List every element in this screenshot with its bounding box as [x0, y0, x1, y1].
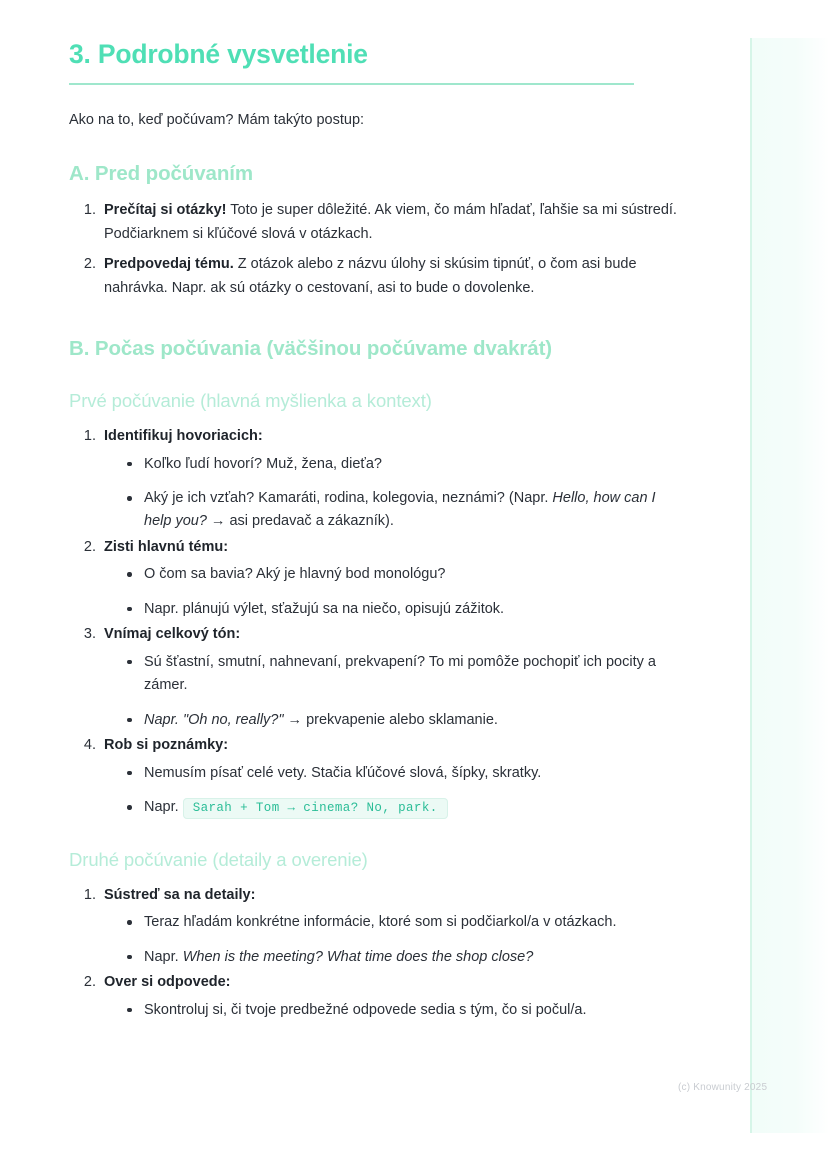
bullet-text: Napr.: [144, 948, 183, 965]
bullet-text: Teraz hľadám konkrétne informácie, ktoré som si podčiarkol/a v otázkach.: [144, 914, 617, 931]
copyright-footer: (c) Knowunity 2025: [678, 1082, 768, 1093]
bullet-text: Napr.: [144, 799, 183, 816]
sub-bullet-list: [104, 453, 678, 534]
section-a-step-list: [69, 199, 678, 300]
sub-bullet-list: [104, 762, 678, 820]
step-lead: Identifikuj hovoriacich:: [104, 428, 263, 445]
sub-bullet-list: [104, 911, 678, 969]
list-item: [125, 796, 678, 819]
step-lead: Predpovedaj tému.: [104, 256, 234, 273]
step-lead: Over si odpovede:: [104, 974, 231, 991]
step-text: Toto je super dôležité. Ak viem, čo mám hľadať, ľahšie sa mi sústredí. Podčiarknem si kľúčové slová v otázkach.: [104, 202, 677, 242]
section-heading-a: A. Pred počúvaním: [69, 162, 253, 186]
list-item: [100, 425, 678, 534]
list-item: [100, 199, 678, 246]
sub-bullet-list: [104, 999, 678, 1022]
bullet-text-post: → asi predavač a zákazník).: [206, 513, 394, 530]
step-lead: Prečítaj si otázky!: [104, 202, 227, 219]
list-item: [125, 999, 678, 1022]
bullet-text-post: → prekvapenie alebo sklamanie.: [283, 711, 498, 728]
list-item: [125, 709, 678, 732]
first-listen-step-list: [69, 425, 678, 820]
bullet-italic-example: Hello, how can I help you?: [144, 490, 656, 530]
subsection-heading-second-listen: Druhé počúvanie (detaily a overenie): [69, 848, 368, 870]
bullet-italic-example: When is the meeting? What time does the shop close?: [182, 948, 534, 965]
list-item: [100, 734, 678, 819]
subsection-heading-first-listen: Prvé počúvanie (hlavná myšlienka a kontext): [69, 390, 432, 412]
step-text: Z otázok alebo z názvu úlohy si skúsim tipnúť, o čom asi bude nahrávka. Napr. ak sú otázky o cestovaní, asi to bude o dovolenke.: [104, 256, 637, 296]
bullet-text: Nemusím písať celé vety. Stačia kľúčové slová, šípky, skratky.: [144, 764, 542, 781]
list-item: [125, 563, 678, 586]
list-item: [125, 598, 678, 621]
step-lead: Rob si poznámky:: [104, 737, 229, 754]
sub-bullet-list: [104, 651, 678, 732]
list-item: [125, 487, 678, 534]
second-listen-step-list: [69, 884, 678, 1022]
list-item: [100, 884, 678, 969]
section-heading-b: B. Počas počúvania (väčšinou počúvame dvakrát): [69, 337, 553, 361]
bullet-text: O čom sa bavia? Aký je hlavný bod monológu?: [144, 566, 446, 583]
bullet-text: Koľko ľudí hovorí? Muž, žena, dieťa?: [144, 455, 382, 472]
list-item: [100, 536, 678, 621]
list-item: [125, 453, 678, 476]
code-snippet: Sarah + Tom → cinema? No, park.: [183, 798, 448, 819]
list-item: [125, 651, 678, 698]
sub-bullet-list: [104, 563, 678, 621]
bullet-italic-example: Napr. "Oh no, really?": [144, 711, 284, 728]
bullet-text: Napr. plánujú výlet, sťažujú sa na niečo, opisujú zážitok.: [144, 600, 505, 617]
intro-paragraph: Ako na to, keď počúvam? Mám takýto postup:: [69, 111, 365, 128]
step-lead: Vnímaj celkový tón:: [104, 626, 241, 643]
step-lead: Zisti hlavnú tému:: [104, 538, 229, 555]
title-divider: [69, 83, 634, 85]
page-title: 3. Podrobné vysvetlenie: [69, 39, 368, 69]
bullet-text: Sú šťastní, smutní, nahnevaní, prekvapení? To mi pomôže pochopiť ich pocity a zámer.: [144, 653, 656, 694]
list-item: [100, 971, 678, 1022]
list-item: [100, 623, 678, 732]
bullet-text: Aký je ich vzťah? Kamaráti, rodina, kolegovia, neznámi? (Napr.: [144, 490, 553, 506]
list-item: [125, 762, 678, 785]
list-item: [125, 946, 678, 969]
bullet-text: Skontroluj si, či tvoje predbežné odpovede sedia s tým, čo si počul/a.: [144, 1001, 587, 1018]
step-lead: Sústreď sa na detaily:: [104, 886, 256, 903]
list-item: [100, 253, 678, 300]
list-item: [125, 911, 678, 934]
